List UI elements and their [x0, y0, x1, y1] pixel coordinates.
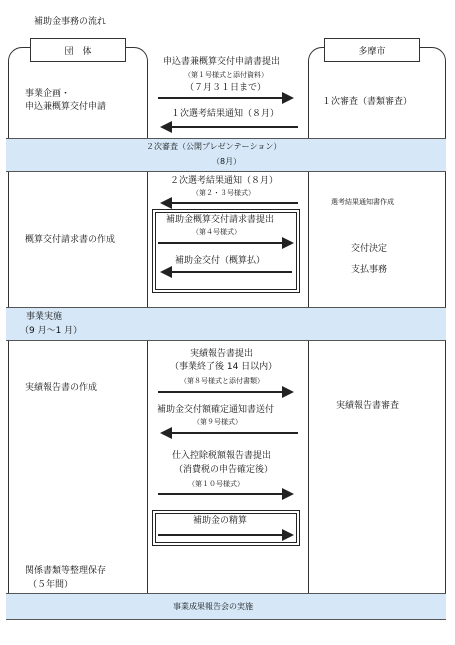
settlement: 補助金の精算: [193, 516, 248, 526]
grant-payment: 補助金交付（概算払）: [175, 256, 266, 266]
application-title: 申込書兼概算交付申請書提出: [163, 57, 281, 67]
application-forms: （第１号様式と添付資料）: [184, 71, 268, 79]
left-archive-period: （５年間）: [28, 580, 74, 590]
right-report-review: 実績報告書審査: [336, 401, 400, 411]
right-first-review: １次審査（書類審査）: [322, 97, 413, 107]
right-result-notice-doc: 選考結果通知書作成: [331, 198, 394, 206]
right-payment: 支払事務: [351, 265, 388, 275]
second-review-month: （8月）: [212, 157, 242, 166]
left-planning-line2: 申込兼概算交付申請: [25, 102, 107, 112]
right-grant-decision: 交付決定: [351, 244, 388, 254]
estimate-submit: 補助金概算交付請求書提出: [166, 215, 275, 225]
left-planning-line1: 事業企画・: [25, 89, 71, 99]
report-forms: （第８号様式と添付書類）: [180, 377, 264, 385]
left-implementation-period: （9 月～1 月）: [20, 326, 83, 336]
first-result-notice: １次選考結果通知（８月）: [171, 109, 280, 119]
tax-report-note: （消費税の申告確定後）: [174, 465, 274, 475]
right-lane-title: 多摩市: [358, 46, 386, 57]
left-report-creation: 実績報告書の作成: [25, 383, 98, 393]
confirm-form: （第９号様式）: [193, 418, 242, 426]
application-deadline: （７月３１日まで）: [185, 83, 267, 93]
second-review: ２次審査（公開プレゼンテーション）: [146, 142, 282, 151]
left-lane-title: 団 体: [64, 46, 92, 57]
report-submit: 実績報告書提出: [190, 349, 254, 359]
page-title: 補助金事務の流れ: [34, 17, 107, 27]
report-deadline: （事業終了後 14 日以内）: [170, 362, 278, 372]
second-result-forms: （第２・３号様式）: [192, 189, 255, 197]
confirm-notice: 補助金交付額確定通知書送付: [157, 405, 275, 415]
left-estimate-request: 概算交付請求書の作成: [25, 235, 116, 245]
left-implementation: 事業実施: [26, 312, 63, 322]
second-result-notice: ２次選考結果通知（８月）: [170, 176, 279, 186]
tax-report: 仕入控除税額報告書提出: [172, 451, 272, 461]
left-archive: 関係書類等整理保存: [25, 566, 107, 576]
final-event: 事業成果報告会の実施: [173, 602, 253, 611]
estimate-form: （第４号様式）: [192, 228, 241, 236]
tax-form: （第１０号様式）: [188, 480, 244, 488]
